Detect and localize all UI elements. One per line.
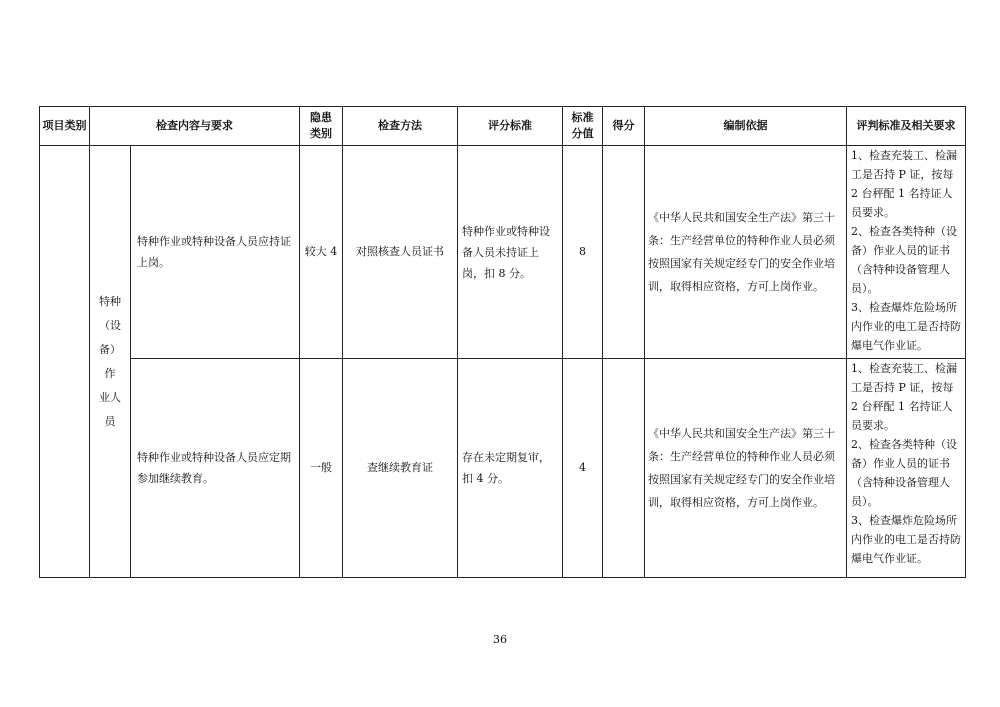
header-score: 得分 bbox=[603, 107, 645, 146]
table-header-row bbox=[40, 107, 966, 146]
header-category: 项目类别 bbox=[40, 107, 90, 146]
rule-item: 3、检查爆炸危险场所内作业的电工是否持防爆电气作业证。 bbox=[851, 301, 961, 352]
hazard-type-cell: 一般 bbox=[300, 359, 343, 578]
method-cell: 对照核查人员证书 bbox=[343, 146, 458, 359]
rule-item: 1、检查充装工、检漏工是否持 P 证，按每 2 台秤配 1 名持证人员要求。 bbox=[851, 149, 957, 219]
rule-item: 2、检查各类特种（设备）作业人员的证书（含特种设备管理人员）。 bbox=[851, 438, 957, 508]
basis-cell: 《中华人民共和国安全生产法》第三十条：生产经营单位的特种作业人员必须按照国家有关规定经专门的安全作业培训，取得相应资格，方可上岗作业。 bbox=[645, 146, 847, 359]
table-row bbox=[40, 359, 966, 578]
content-cell: 特种作业或特种设备人员应持证上岗。 bbox=[131, 146, 300, 359]
score-cell[interactable] bbox=[603, 359, 645, 578]
hazard-type-cell: 较大 4 bbox=[300, 146, 343, 359]
basis-cell: 《中华人民共和国安全生产法》第三十条：生产经营单位的特种作业人员必须按照国家有关规定经专门的安全作业培训，取得相应资格，方可上岗作业。 bbox=[645, 359, 847, 578]
score-cell[interactable] bbox=[603, 146, 645, 359]
header-hazard-type: 隐患 类别 bbox=[300, 107, 343, 146]
header-rules: 评判标准及相关要求 bbox=[847, 107, 966, 146]
content-cell: 特种作业或特种设备人员应定期参加继续教育。 bbox=[131, 359, 300, 578]
category-cell bbox=[40, 146, 90, 578]
header-content: 检查内容与要求 bbox=[90, 107, 300, 146]
header-standard-score: 标准 分值 bbox=[563, 107, 603, 146]
method-cell: 查继续教育证 bbox=[343, 359, 458, 578]
criteria-cell: 特种作业或特种设备人员未持证上岗，扣 8 分。 bbox=[458, 146, 563, 359]
rule-item: 3、检查爆炸危险场所内作业的电工是否持防爆电气作业证。 bbox=[851, 514, 961, 565]
rules-cell bbox=[847, 359, 966, 578]
rule-item: 1、检查充装工、检漏工是否持 P 证，按每 2 台秤配 1 名持证人员要求。 bbox=[851, 362, 957, 432]
page-number: 36 bbox=[493, 633, 507, 646]
standard-score-cell: 8 bbox=[563, 146, 603, 359]
rules-cell bbox=[847, 146, 966, 359]
header-basis: 编制依据 bbox=[645, 107, 847, 146]
table-row bbox=[40, 146, 966, 359]
rule-item: 2、检查各类特种（设备）作业人员的证书（含特种设备管理人员）。 bbox=[851, 225, 957, 295]
header-criteria: 评分标准 bbox=[458, 107, 563, 146]
sub-category-cell: 特种 （设 备）作 业人员 bbox=[90, 146, 131, 578]
header-method: 检查方法 bbox=[343, 107, 458, 146]
criteria-cell: 存在未定期复审，扣 4 分。 bbox=[458, 359, 563, 578]
inspection-table bbox=[39, 106, 966, 578]
standard-score-cell: 4 bbox=[563, 359, 603, 578]
